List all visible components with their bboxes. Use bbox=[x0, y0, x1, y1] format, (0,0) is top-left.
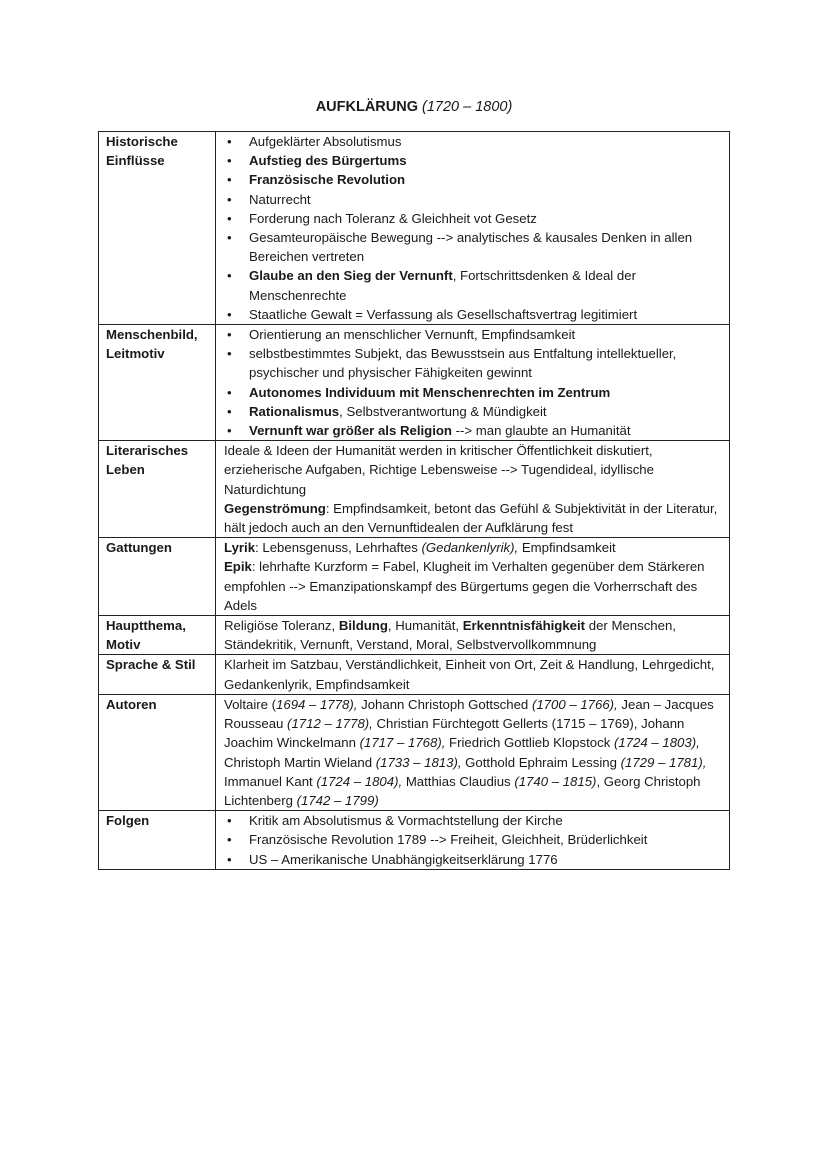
text-run: Aufstieg des Bürgertums bbox=[249, 153, 407, 169]
text-run: , Georg Christoph Lichtenberg bbox=[224, 773, 701, 808]
bullet-list bbox=[224, 132, 723, 324]
paragraph bbox=[224, 441, 723, 499]
bullet-item bbox=[224, 421, 723, 440]
row-header: Historische Einflüsse bbox=[99, 132, 216, 325]
bullet-item bbox=[224, 402, 723, 421]
paragraph bbox=[224, 655, 723, 693]
text-run: Voltaire ( bbox=[224, 696, 277, 712]
bullet-item bbox=[224, 305, 723, 324]
text-run: : Lebensgenuss, Lehrhaftes bbox=[255, 540, 422, 556]
text-run: US – Amerikanische Unabhängigkeitserklärung 1776 bbox=[249, 851, 558, 867]
text-run: , Fortschrittsdenken & Ideal der Menschenrechte bbox=[249, 268, 636, 303]
row-header: Autoren bbox=[99, 694, 216, 810]
bullet-item bbox=[224, 850, 723, 869]
bullet-item bbox=[224, 170, 723, 189]
row-content bbox=[216, 694, 730, 810]
text-run: Ideale & Ideen der Humanität werden in kritischer Öffentlichkeit diskutiert, erzieherische Aufgaben, Richtige Lebensweise --> Tugendideal, idyllische Naturdichtung bbox=[224, 443, 654, 497]
text-run: Rationalismus bbox=[249, 403, 340, 419]
paragraph bbox=[224, 557, 723, 615]
bullet-item bbox=[224, 830, 723, 849]
text-run: Erkenntnisfähigkeit bbox=[462, 618, 586, 634]
paragraph bbox=[224, 695, 723, 810]
bullet-item bbox=[224, 383, 723, 402]
row-content bbox=[216, 811, 730, 870]
text-run: (1724 – 1804), bbox=[316, 773, 403, 789]
text-run: Gesamteuropäische Bewegung --> analytisches & kausales Denken in allen Bereichen vertreten bbox=[249, 230, 693, 265]
row-header: Folgen bbox=[99, 811, 216, 870]
row-header: Sprache & Stil bbox=[99, 655, 216, 694]
table-row bbox=[99, 132, 730, 325]
text-run: der Menschen, Ständekritik, Vernunft, Verstand, Moral, Selbstvervollkommnung bbox=[224, 618, 676, 653]
text-run: , Humanität, bbox=[387, 618, 463, 634]
text-run: Jean – Jacques Rousseau bbox=[224, 696, 714, 732]
bullet-item bbox=[224, 228, 723, 266]
text-run: Vernunft war größer als Religion bbox=[249, 423, 452, 439]
row-header: Menschenbild, Leitmotiv bbox=[99, 325, 216, 441]
bullet-item bbox=[224, 209, 723, 228]
text-run: Lyrik bbox=[224, 540, 256, 556]
text-run: Klarheit im Satzbau, Verständlichkeit, Einheit von Ort, Zeit & Handlung, Lehrgedicht, Gedankenlyrik, Empfindsamkeit bbox=[224, 657, 715, 692]
bullet-list bbox=[224, 811, 723, 869]
paragraph bbox=[224, 499, 723, 537]
bullet-item bbox=[224, 132, 723, 151]
text-run: Naturrecht bbox=[249, 191, 311, 207]
text-run: 1694 – 1778), bbox=[276, 696, 358, 712]
text-run: (1742 – 1799) bbox=[296, 792, 379, 808]
text-run: Bildung bbox=[338, 618, 388, 634]
text-run: (1700 – 1766), bbox=[531, 696, 618, 712]
text-run: Gotthold Ephraim Lessing bbox=[461, 754, 621, 770]
text-run: : Empfindsamkeit, betont das Gefühl & Subjektivität in der Literatur, hält jedoch auch an den Vernunftidealen der Aufklärung fest bbox=[224, 500, 718, 536]
text-run: --> man glaubte an Humanität bbox=[451, 423, 631, 439]
row-content bbox=[216, 538, 730, 616]
table-row bbox=[99, 694, 730, 810]
text-run: Glaube an den Sieg der Vernunft bbox=[249, 268, 453, 284]
table-row bbox=[99, 655, 730, 694]
paragraph bbox=[224, 538, 723, 557]
text-run: Empfindsamkeit bbox=[518, 540, 616, 556]
bullet-item bbox=[224, 266, 723, 304]
text-run: : lehrhafte Kurzform = Fabel, Klugheit im Verhalten gegenüber dem Stärkeren empfohlen --> Emanzipationskampf des Bürgertums gegen die Vorherrschaft des Adels bbox=[224, 559, 705, 613]
text-run: (1733 – 1813), bbox=[375, 754, 462, 770]
text-run: (1712 – 1778), bbox=[287, 716, 373, 732]
row-header: Literarisches Leben bbox=[99, 441, 216, 538]
text-run: Staatliche Gewalt = Verfassung als Gesellschaftsvertrag legitimiert bbox=[249, 306, 638, 322]
text-run: Christoph Martin Wieland bbox=[224, 754, 376, 770]
table-row bbox=[99, 325, 730, 441]
bullet-item bbox=[224, 811, 723, 830]
text-run: Französische Revolution 1789 --> Freiheit, Gleichheit, Brüderlichkeit bbox=[249, 832, 648, 848]
title-years: (1720 – 1800) bbox=[422, 99, 513, 115]
row-content bbox=[216, 655, 730, 694]
epoch-table bbox=[98, 131, 730, 870]
bullet-item bbox=[224, 344, 723, 382]
text-run: Johann Christoph Gottsched bbox=[357, 696, 532, 712]
bullet-item bbox=[224, 190, 723, 209]
text-run: Aufgeklärter Absolutismus bbox=[249, 134, 402, 149]
text-run: selbstbestimmtes Subjekt, das Bewusstsein aus Entfaltung intellektueller, psychischer und physischer Fähigkeiten gewinnt bbox=[249, 346, 677, 381]
text-run: Kritik am Absolutismus & Vormachtstellung der Kirche bbox=[249, 813, 563, 829]
bullet-item bbox=[224, 151, 723, 170]
text-run: (1740 – 1815) bbox=[514, 773, 597, 789]
row-content bbox=[216, 441, 730, 538]
row-header: Gattungen bbox=[99, 538, 216, 616]
text-run: (Gedankenlyrik), bbox=[421, 540, 519, 556]
text-run: Religiöse Toleranz, bbox=[224, 618, 339, 634]
row-header: Hauptthema, Motiv bbox=[99, 616, 216, 655]
row-content bbox=[216, 132, 730, 325]
table-row bbox=[99, 441, 730, 538]
table-row bbox=[99, 616, 730, 655]
table-row bbox=[99, 538, 730, 616]
paragraph bbox=[224, 616, 723, 654]
text-run: (1724 – 1803), bbox=[613, 735, 700, 751]
text-run: (1729 – 1781), bbox=[620, 754, 707, 770]
table-row bbox=[99, 811, 730, 870]
text-run: Autonomes Individuum mit Menschenrechten im Zentrum bbox=[249, 384, 611, 400]
text-run: Christian Fürchtegott Gellerts (1715 – 1769), Johann Joachim Winckelmann bbox=[224, 716, 685, 751]
title-main: AUFKLÄRUNG bbox=[315, 99, 418, 115]
text-run: Orientierung an menschlicher Vernunft, Empfindsamkeit bbox=[249, 327, 576, 343]
bullet-list bbox=[224, 325, 723, 440]
text-run: (1717 – 1768), bbox=[359, 735, 446, 751]
bullet-item bbox=[224, 325, 723, 344]
row-content bbox=[216, 325, 730, 441]
text-run: Gegenströmung bbox=[224, 500, 326, 516]
text-run: Immanuel Kant bbox=[224, 773, 317, 789]
page-title bbox=[0, 99, 828, 115]
text-run: Forderung nach Toleranz & Gleichheit vot Gesetz bbox=[249, 210, 537, 226]
epoch-table-body bbox=[99, 132, 730, 870]
text-run: Französische Revolution bbox=[249, 172, 406, 188]
text-run: Friedrich Gottlieb Klopstock bbox=[445, 735, 614, 751]
text-run: Matthias Claudius bbox=[402, 773, 515, 789]
text-run: , Selbstverantwortung & Mündigkeit bbox=[339, 403, 547, 419]
text-run: Epik bbox=[224, 559, 252, 575]
row-content bbox=[216, 616, 730, 655]
